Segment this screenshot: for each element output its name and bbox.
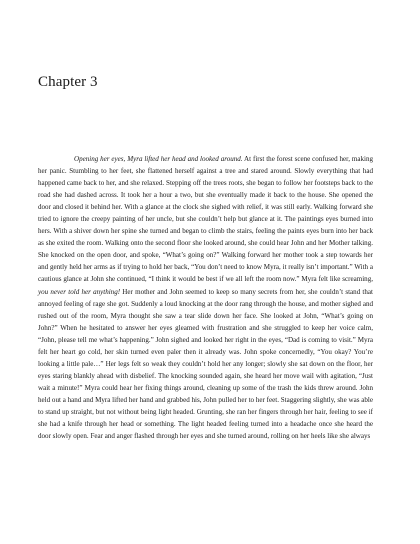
italic-thought: you never told her anything! <box>38 287 121 296</box>
opening-sentence: Opening her eyes, Myra lifted her head and looked around. <box>74 155 243 163</box>
body-text-part-1: At first the forest scene confused her, making her panic. Stumbling to her feet, she flattened herself against a tree and stared around. Slowly everything that had happened came back to her, and she relaxed. Stepping off the trees roots, she began to follow her footsteps back to the road she had dashed across. It took her a hour a two, but she eventually made it back to the house. She opened the door and closed it behind her. With a glance at the clock she sighed with relief, it was still early. Walking forward she tried to ignore the creepy painting of her uncle, but she couldn’t help but glance at it. The paintings eyes burned into hers. With a shiver down her spine she turned and began to climb the stairs, feeling the paints eyes burn into her back as she exited the room. Walking onto the second floor she looked around, she could hear John and her Mother talking. She knocked on the open door, and spoke, “What’s going on?” Walking forward her mother took a step towards her and gently held her arms as if trying to hold her back, “You don’t need to know Myra, it really isn’t important.” With a cautious glance at John she continued, “I think it would be best if we all left the room now.” Myra felt like screaming, <box>38 155 373 284</box>
body-text-part-2: Her mother and John seemed to keep so many secrets from her, she couldn’t stand that annoyed feeling of rage she got. Suddenly a loud knocking at the door rang through the house, and mother sighed and rushed out of the room, Myra thought she saw a tear slide down her face. She looked at John, “What’s going on John?” When he hesitated to answer her eyes gleamed with frustration and she struggled to keep her voice calm, “John, please tell me what’s happening.” John sighed and looked her right in the eyes, “Dad is coming to visit.” Myra felt her heart go cold, her skin turned even paler then it already was. John spoke concernedly, “You okay? You’re looking a little pale…” Her legs felt so weak they couldn’t hold her any longer; slowly she sat down on the floor, her eyes staring blankly ahead with disbelief. The knocking sounded again, she heard her move wail with agitation, “Just wait a minute!” Myra could hear her fixing things around, cleaning up some of the trash the kids threw around. John held out a hand and Myra lifted her hand and grabbed his, John pulled her to her feet. Staggering slightly, she was able to stand up straight, but not without being light headed. Grunting, she ran her fingers through her hair, feeling to see if she had a knife through her head or something. The light headed feeling turned into a headache once she heard the door slowly open. Fear and anger flashed through her eyes and she turned around, rolling on her heels like she always <box>38 287 374 441</box>
body-paragraph <box>38 153 373 442</box>
chapter-title: Chapter 3 <box>38 74 98 90</box>
